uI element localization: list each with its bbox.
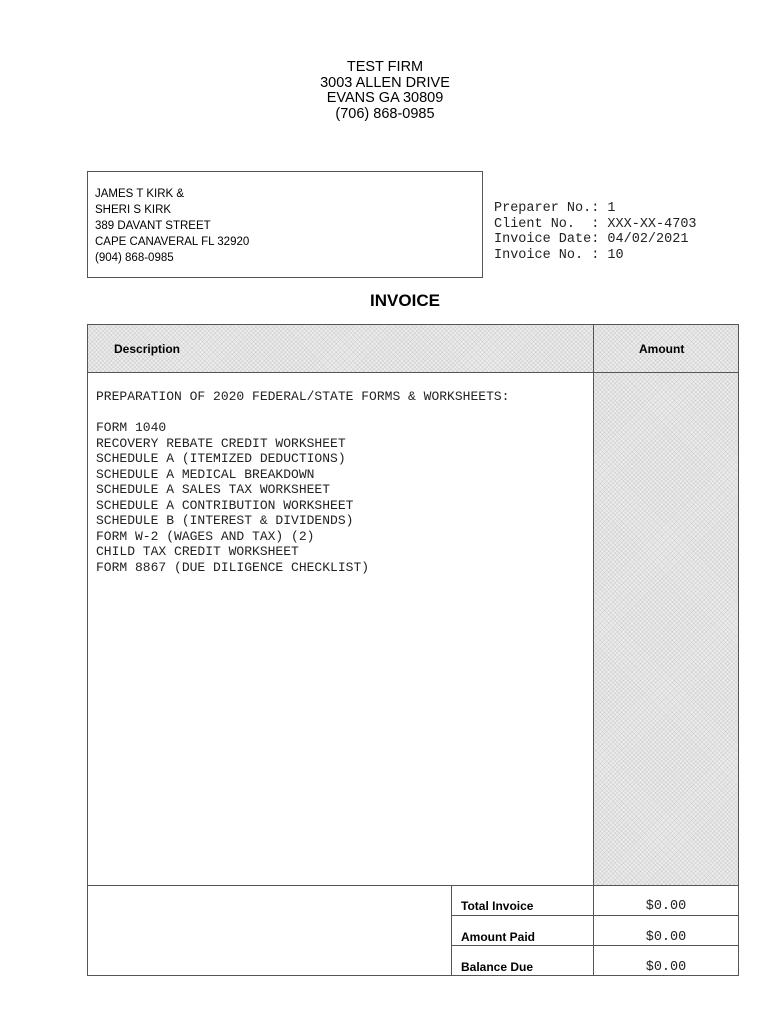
line-item: SCHEDULE A MEDICAL BREAKDOWN	[96, 466, 315, 482]
line-item: SCHEDULE B (INTEREST & DIVIDENDS)	[96, 513, 354, 528]
amount-paid-value: $0.00	[645, 930, 687, 945]
firm-header	[235, 60, 535, 122]
invoice-number: Invoice No. : 10	[494, 247, 624, 263]
amount-column	[594, 373, 738, 885]
client-line: 389 DAVANT STREET	[95, 220, 211, 232]
amount-header	[594, 325, 738, 373]
amount-paid-row	[452, 915, 738, 946]
balance-due-label: Balance Due	[461, 960, 534, 974]
document-title: INVOICE	[370, 291, 440, 310]
description-header-label: Description	[114, 342, 181, 356]
firm-city: EVANS GA 30809	[326, 90, 444, 106]
description-header	[88, 325, 593, 373]
client-number: Client No. : XXX-XX-4703	[494, 216, 697, 232]
line-item: SCHEDULE A (ITEMIZED DEDUCTIONS)	[96, 451, 346, 466]
line-item: FORM 1040	[96, 420, 167, 435]
invoice-date: Invoice Date: 04/02/2021	[494, 232, 689, 247]
line-item: FORM W-2 (WAGES AND TAX) (2)	[96, 528, 315, 544]
description-body	[96, 389, 509, 575]
total-invoice-value: $0.00	[645, 899, 687, 914]
description-heading: PREPARATION OF 2020 FEDERAL/STATE FORMS & WORKSHEETS:	[96, 389, 510, 404]
line-item: RECOVERY REBATE CREDIT WORKSHEET	[96, 435, 346, 451]
balance-due-row	[452, 945, 738, 976]
amount-paid-label: Amount Paid	[461, 930, 535, 944]
firm-phone: (706) 868-0985	[335, 105, 435, 122]
line-item: SCHEDULE A SALES TAX WORKSHEET	[96, 482, 331, 497]
client-address-box	[87, 171, 483, 278]
client-line: JAMES T KIRK &	[95, 188, 185, 200]
firm-address: 3003 ALLEN DRIVE	[320, 74, 450, 91]
line-item: SCHEDULE A CONTRIBUTION WORKSHEET	[96, 497, 354, 513]
balance-due-value: $0.00	[645, 960, 687, 975]
line-item: FORM 8867 (DUE DILIGENCE CHECKLIST)	[96, 559, 370, 575]
firm-name: TEST FIRM	[346, 59, 424, 75]
preparer-number: Preparer No.: 1	[494, 201, 616, 216]
invoice-meta	[494, 201, 697, 263]
amount-header-label: Amount	[639, 342, 685, 356]
line-item: CHILD TAX CREDIT WORKSHEET	[96, 544, 299, 559]
total-invoice-row	[452, 885, 738, 915]
total-invoice-label: Total Invoice	[461, 899, 534, 913]
client-line: (904) 868-0985	[95, 252, 174, 264]
client-line: CAPE CANAVERAL FL 32920	[95, 236, 250, 248]
invoice-table	[87, 324, 739, 976]
client-line: SHERI S KIRK	[95, 204, 172, 216]
